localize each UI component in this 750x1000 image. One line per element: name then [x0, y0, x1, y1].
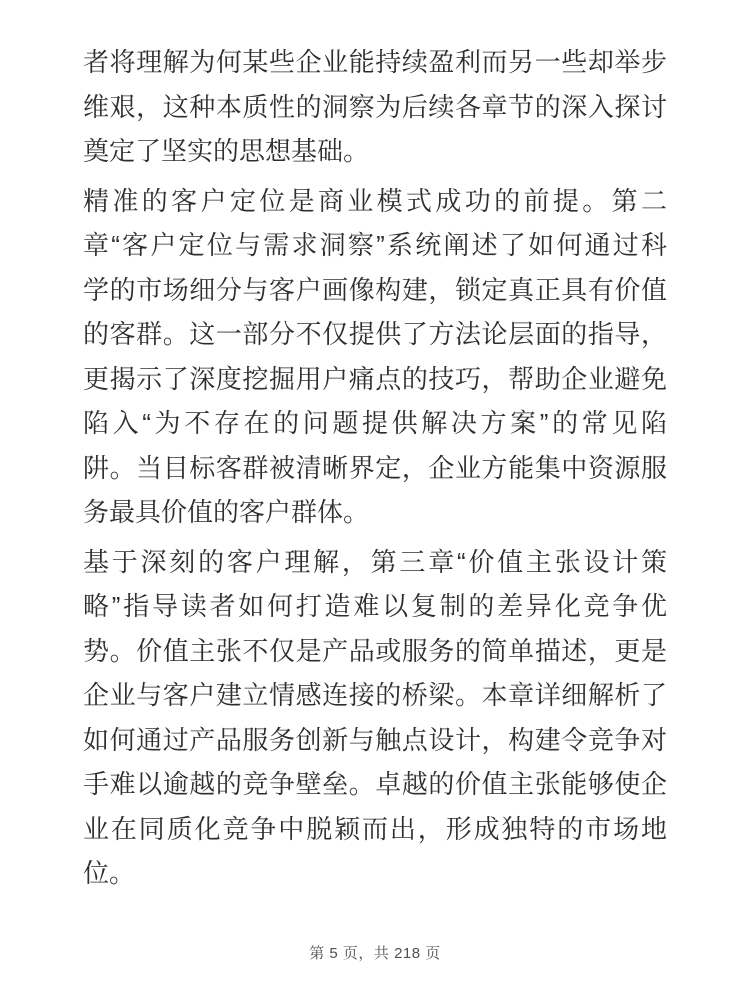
page-footer — [0, 942, 750, 963]
text-line: 阱。当目标客群被清晰界定，企业方能集中资源服 — [83, 452, 667, 483]
text-line: 奠定了坚实的思想基础。 — [83, 136, 370, 166]
text-line: 精准的客户定位是商业模式成功的前提。第二 — [83, 185, 667, 216]
text-line: 位。 — [83, 858, 136, 888]
text-line: 者将理解为何某些企业能持续盈利而另一些却举步 — [83, 47, 667, 77]
page-number-label: 第 5 页，共 218 页 — [309, 945, 441, 962]
text-line: 势。价值主张不仅是产品或服务的简单描述，更是 — [83, 635, 667, 666]
text-line: 手难以逾越的竞争壁垒。卓越的价值主张能够使企 — [83, 769, 667, 799]
text-line: 基于深刻的客户理解，第三章“价值主张设计策 — [83, 546, 667, 577]
text-line: 更揭示了深度挖掘用户痛点的技巧，帮助企业避免 — [83, 363, 667, 394]
text-line: 略”指导读者如何打造难以复制的差异化竞争优 — [83, 591, 667, 621]
paragraph — [83, 40, 667, 174]
text-line: 企业与客户建立情感连接的桥梁。本章详细解析了 — [83, 680, 667, 710]
text-line: 维艰，这种本质性的洞察为后续各章节的深入探讨 — [83, 91, 667, 122]
paragraph — [83, 540, 667, 896]
page-body-text — [83, 40, 667, 896]
text-line: 业在同质化竞争中脱颖而出，形成独特的市场地 — [83, 813, 667, 844]
text-line: 学的市场细分与客户画像构建，锁定真正具有价值 — [83, 274, 667, 305]
text-line: 章“客户定位与需求洞察”系统阐述了如何通过科 — [83, 230, 667, 260]
text-line: 陷入“为不存在的问题提供解决方案”的常见陷 — [83, 408, 667, 438]
text-line: 如何通过产品服务创新与触点设计，构建令竞争对 — [83, 724, 667, 755]
paragraph — [83, 179, 667, 535]
text-line: 务最具价值的客户群体。 — [83, 497, 370, 527]
text-line: 的客群。这一部分不仅提供了方法论层面的指导， — [83, 319, 667, 349]
